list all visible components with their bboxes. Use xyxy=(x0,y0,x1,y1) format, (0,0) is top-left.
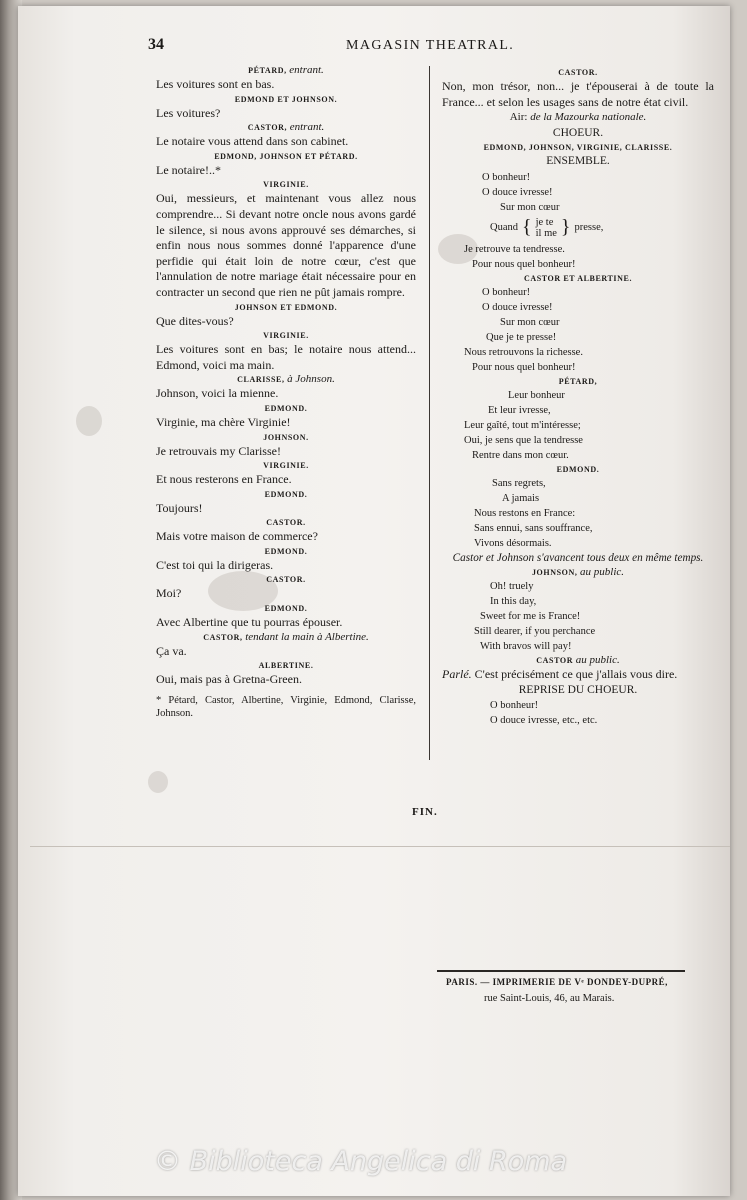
speaker-name: EDMOND. xyxy=(556,464,600,474)
left-column xyxy=(156,64,416,720)
verse-line: O bonheur! xyxy=(482,171,531,183)
speaker-name: ALBERTINE. xyxy=(258,661,314,671)
speaker-name: CASTOR. xyxy=(558,68,598,77)
speaker-name: VIRGINIE. xyxy=(263,331,309,341)
verse-line: Nous restons en France: xyxy=(474,507,576,519)
speaker-label xyxy=(156,64,416,77)
verse-line: Nous retrouvons la richesse. xyxy=(464,346,583,358)
speaker-name: JOHNSON ET EDMOND. xyxy=(234,302,338,312)
verse-line: Sur mon cœur xyxy=(500,201,560,213)
air-title: de la Mazourka nationale. xyxy=(530,111,647,124)
brace-left: { xyxy=(522,216,532,239)
verse-line: In this day, xyxy=(490,595,537,607)
verse-line: Oui, je sens que la tendresse xyxy=(464,434,583,446)
speaker-label xyxy=(156,602,416,615)
verse-line: O douce ivresse, etc., etc. xyxy=(490,715,598,727)
spoken-text: C'est précisément ce que j'allais vous dire. xyxy=(474,666,678,681)
speaker-name: JOHNSON, xyxy=(531,567,578,577)
section-heading: REPRISE DU CHOEUR. xyxy=(518,683,638,696)
speaker-name: EDMOND. xyxy=(264,489,308,499)
speaker-name: CLARISSE, xyxy=(237,375,285,385)
column-divider xyxy=(429,66,430,760)
dialogue-line: Virginie, ma chère Virginie! xyxy=(156,414,291,429)
speaker-name: EDMOND. xyxy=(264,546,308,556)
verse-line: O douce ivresse! xyxy=(482,186,553,198)
speaker-label xyxy=(442,272,714,285)
verse-line: O bonheur! xyxy=(490,700,539,712)
verse-line: Sans regrets, xyxy=(492,477,546,489)
verse-line: O douce ivresse! xyxy=(482,301,553,313)
verse-line: Rentre dans mon cœur. xyxy=(472,449,569,461)
dialogue-line: Avec Albertine que tu pourras épouser. xyxy=(156,615,343,630)
dialogue-line: Oui, mais pas à Gretna-Green. xyxy=(156,672,302,687)
stage-direction: à Johnson. xyxy=(287,373,335,386)
verse-line: Je retrouve ta tendresse. xyxy=(464,243,565,255)
verse-line: Sur mon cœur xyxy=(500,316,560,328)
speaker-label xyxy=(156,545,416,558)
verse-line: Et leur ivresse, xyxy=(488,404,551,416)
parle-label: Parlé. xyxy=(442,666,472,681)
speaker-name: CASTOR, xyxy=(203,632,243,642)
stage-direction: entrant. xyxy=(289,121,325,134)
air-note xyxy=(442,110,714,126)
library-watermark: © Biblioteca Angelica di Roma xyxy=(154,1146,568,1177)
speaker-label xyxy=(156,150,416,163)
verse-line: Que je te presse! xyxy=(486,331,557,343)
page-header xyxy=(0,36,747,56)
dialogue-line: Que dites-vous? xyxy=(156,313,234,328)
stage-direction-line: Castor et Johnson s'avancent tous deux en même temps. xyxy=(452,551,704,564)
speaker-label xyxy=(156,329,416,342)
verse-alt-1: je te xyxy=(535,216,554,228)
section-heading: CHOEUR. xyxy=(552,126,604,139)
stage-direction: au public. xyxy=(575,653,620,666)
speaker-label xyxy=(156,178,416,191)
speaker-label xyxy=(442,654,714,667)
speaker-name: JOHNSON. xyxy=(263,432,309,442)
verse-line: Oh! truely xyxy=(490,580,534,592)
verse-line: Pour nous quel bonheur! xyxy=(472,361,576,373)
dialogue-paragraph: Oui, messieurs, et maintenant vous allez nous comprendre... Si devant notre oncle nous avons gardé le silence, si nous avons approuvé ses démarches, si enfin nous nous sommes donné l'apparence d'une perfidie qui était loin de notre cœur, c'est que l'annulation de notre mariage était nécessaire pour en contracter un second que rien ne pût jamais rompre. xyxy=(156,191,416,299)
speaker-label xyxy=(442,141,714,154)
dialogue-line: Ça va. xyxy=(156,643,187,658)
speaker-name: VIRGINIE. xyxy=(263,461,309,471)
speaker-label xyxy=(442,463,714,476)
speaker-name: CASTOR ET ALBERTINE. xyxy=(523,273,633,283)
speaker-label xyxy=(156,301,416,314)
spoken-line xyxy=(442,667,714,683)
speaker-name: EDMOND ET JOHNSON. xyxy=(234,94,338,104)
speaker-name: CASTOR. xyxy=(266,518,306,528)
speaker-name: VIRGINIE. xyxy=(263,180,309,190)
speaker-label xyxy=(156,488,416,501)
speaker-label xyxy=(156,631,416,644)
section-heading: ENSEMBLE. xyxy=(546,155,610,168)
speaker-name: PÉTARD, xyxy=(248,66,287,75)
speaker-label xyxy=(156,431,416,444)
verse-line: O bonheur! xyxy=(482,286,531,298)
verse-line: Sans ennui, sans souffrance, xyxy=(474,522,593,534)
stage-direction: tendant la main à Albertine. xyxy=(245,630,369,643)
dialogue-line: C'est toi qui la dirigeras. xyxy=(156,557,274,572)
page-number: 34 xyxy=(148,36,164,53)
brace-right: } xyxy=(560,216,571,239)
verse-alternatives xyxy=(536,217,557,239)
speaker-name: EDMOND. xyxy=(264,604,308,614)
verse-line: Sweet for me is France! xyxy=(480,610,581,622)
stage-direction: au public. xyxy=(580,565,625,578)
dialogue-line: Le notaire!..* xyxy=(156,162,221,177)
dialogue-line: Et nous resterons en France. xyxy=(156,472,292,487)
dialogue-line: Les voitures sont en bas. xyxy=(156,77,275,91)
speaker-label xyxy=(156,121,416,134)
air-label: Air: xyxy=(509,111,528,124)
verse-word: presse, xyxy=(574,222,604,234)
dialogue-paragraph: Les voitures sont en bas; le notaire nous attend... Edmond, voici ma main. xyxy=(156,342,416,372)
page-fold xyxy=(30,846,730,847)
speaker-name: CASTOR xyxy=(536,655,574,665)
speaker-label xyxy=(156,373,416,386)
speaker-label xyxy=(156,93,416,106)
verse-alt-2: il me xyxy=(535,227,557,239)
speaker-label xyxy=(156,659,416,672)
dialogue-line: Moi? xyxy=(156,586,182,601)
verse-line-bracketed xyxy=(442,217,714,239)
speaker-name: EDMOND. xyxy=(264,403,308,413)
dialogue-paragraph: Non, mon trésor, non... je t'épouserai à de toute la France... et selon les usages sans de notre état civil. xyxy=(442,79,714,109)
page-title: MAGASIN THEATRAL. xyxy=(346,38,515,53)
stage-direction: entrant. xyxy=(289,64,324,76)
speaker-name: PÉTARD, xyxy=(558,376,598,386)
speaker-name: CASTOR. xyxy=(266,575,306,585)
dialogue-line: Les voitures? xyxy=(156,105,221,120)
dialogue-line: Johnson, voici la mienne. xyxy=(156,386,279,401)
right-column xyxy=(442,66,714,728)
speaker-label xyxy=(442,66,714,79)
dialogue-line: Je retrouvais my Clarisse! xyxy=(156,443,281,458)
speaker-label xyxy=(442,566,714,579)
speaker-label xyxy=(442,375,714,388)
verse-word: Quand xyxy=(490,222,518,234)
verse-line: Vivons désormais. xyxy=(474,537,552,549)
speaker-name: CASTOR, xyxy=(247,123,288,133)
speaker-name: EDMOND, JOHNSON ET PÉTARD. xyxy=(214,151,358,161)
speaker-label xyxy=(156,459,416,472)
fin-label: FIN. xyxy=(412,806,438,818)
dialogue-line: Mais votre maison de commerce? xyxy=(156,529,318,544)
imprint-rule xyxy=(437,970,685,972)
verse-line: Leur gaîté, tout m'intéresse; xyxy=(464,419,581,431)
dialogue-line: Le notaire vous attend dans son cabinet. xyxy=(156,134,349,149)
dialogue-line: Toujours! xyxy=(156,500,203,515)
verse-line: A jamais xyxy=(502,492,540,504)
speaker-label xyxy=(156,573,416,586)
verse-line: Leur bonheur xyxy=(508,389,565,401)
verse-line: Pour nous quel bonheur! xyxy=(472,258,576,270)
verse-line: With bravos will pay! xyxy=(480,640,572,652)
imprint-line-2: rue Saint-Louis, 46, au Marais. xyxy=(484,993,615,1004)
speaker-label xyxy=(156,516,416,529)
speaker-label xyxy=(156,402,416,415)
footnote: * Pétard, Castor, Albertine, Virginie, Edmond, Clarisse, Johnson. xyxy=(156,694,416,719)
imprint-line-1: PARIS. — IMPRIMERIE DE Vᵉ DONDEY-DUPRÉ, xyxy=(446,977,668,987)
speaker-name: EDMOND, JOHNSON, VIRGINIE, CLARISSE. xyxy=(483,143,673,153)
verse-line: Still dearer, if you perchance xyxy=(474,625,596,637)
